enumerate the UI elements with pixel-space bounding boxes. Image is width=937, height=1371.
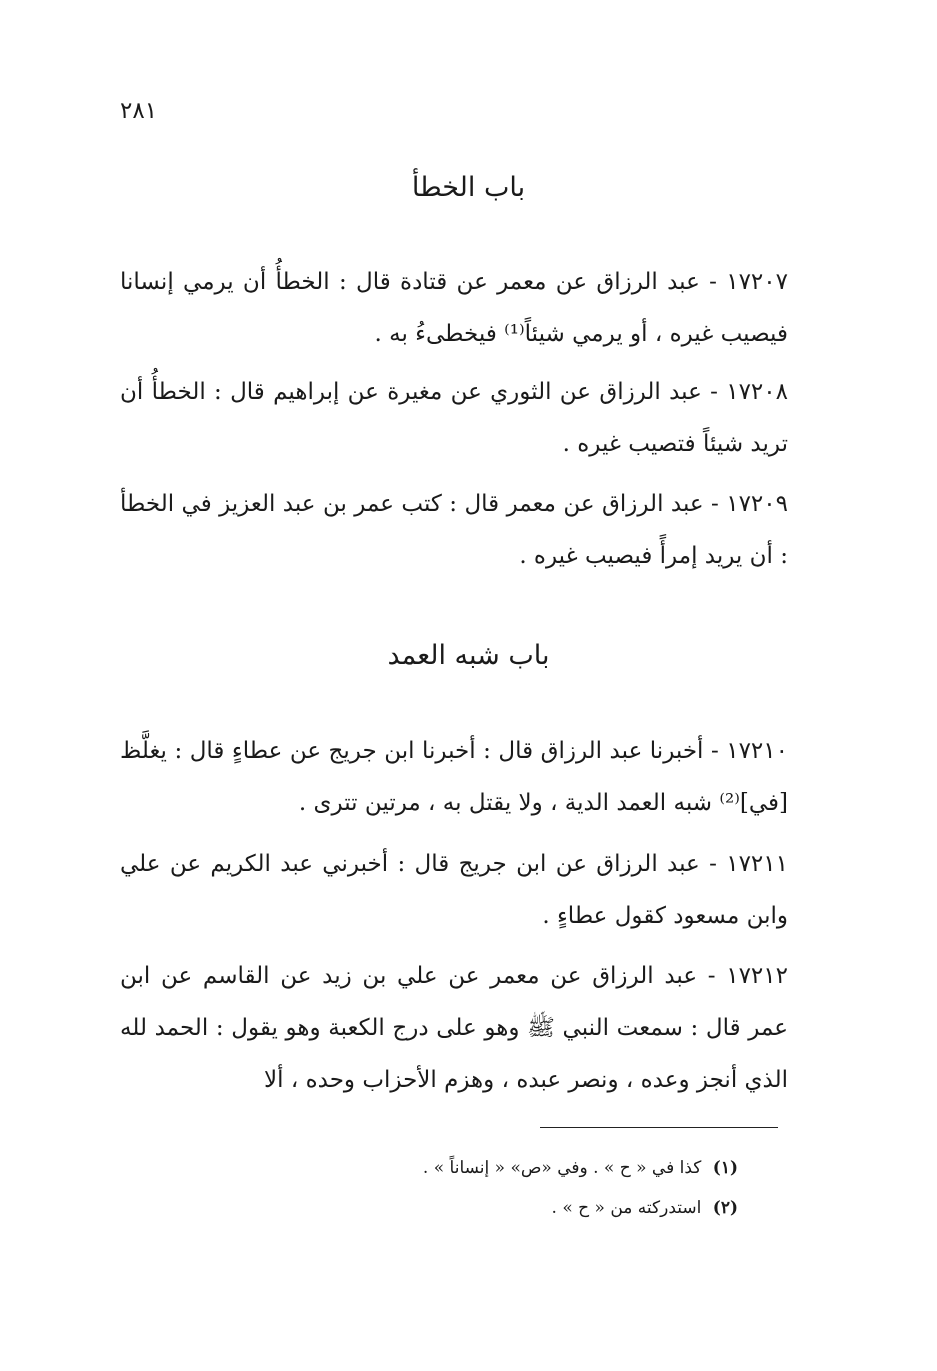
footnote [300,1194,738,1222]
footnote-number: (١) [712,1158,738,1178]
hadith-entry: ١٧٢١١ - عبد الرزاق عن ابن جريج قال : أخبرني عبد الكريم عن علي وابن مسعود كقول عطاءٍ . [120,851,788,929]
hadith-entry: ١٧٢٠٩ - عبد الرزاق عن معمر قال : كتب عمر بن عبد العزيز في الخطأ : أن يريد إمرأً فيصيب غيره . [120,491,788,569]
hadith-entry: ١٧٢٠٨ - عبد الرزاق عن الثوري عن مغيرة عن إبراهيم قال : الخطأُ أن تريد شيئاً فتصيب غيره . [120,379,788,457]
hadith-entry: ١٧٢١٠ - أخبرنا عبد الرزاق قال : أخبرنا ابن جريج عن عطاءٍ قال : يغلَّظ [في]⁽²⁾ شبه العمد الدية ، ولا يقتل به ، مرتين تترى . [120,738,788,816]
footnote-number: (٢) [712,1198,738,1218]
footnote-text: كذا في « ح » . وفي «ص» « إنساناً » . [422,1158,702,1178]
hadith-entry: ١٧٢١٢ - عبد الرزاق عن معمر عن علي بن زيد عن القاسم عن ابن عمر قال : سمعت النبي ﷺ وهو على درج الكعبة وهو يقول : الحمد لله الذي أنجز وعده ، ونصر عبده ، وهزم الأحزاب وحده ، ألا [120,963,788,1093]
footnote [300,1154,738,1182]
section-heading: باب شبه العمد [387,640,550,671]
hadith-entry: ١٧٢٠٧ - عبد الرزاق عن معمر عن قتادة قال : الخطأُ أن يرمي إنسانا فيصيب غيره ، أو يرمي شيئاً⁽¹⁾ فيخطىءُ به . [120,269,788,347]
page-number: ٢٨١ [120,98,158,124]
footnote-text: استدركته من « ح » . [551,1198,702,1218]
footnote-divider [540,1127,778,1128]
section-heading: باب الخطأ [411,172,526,203]
